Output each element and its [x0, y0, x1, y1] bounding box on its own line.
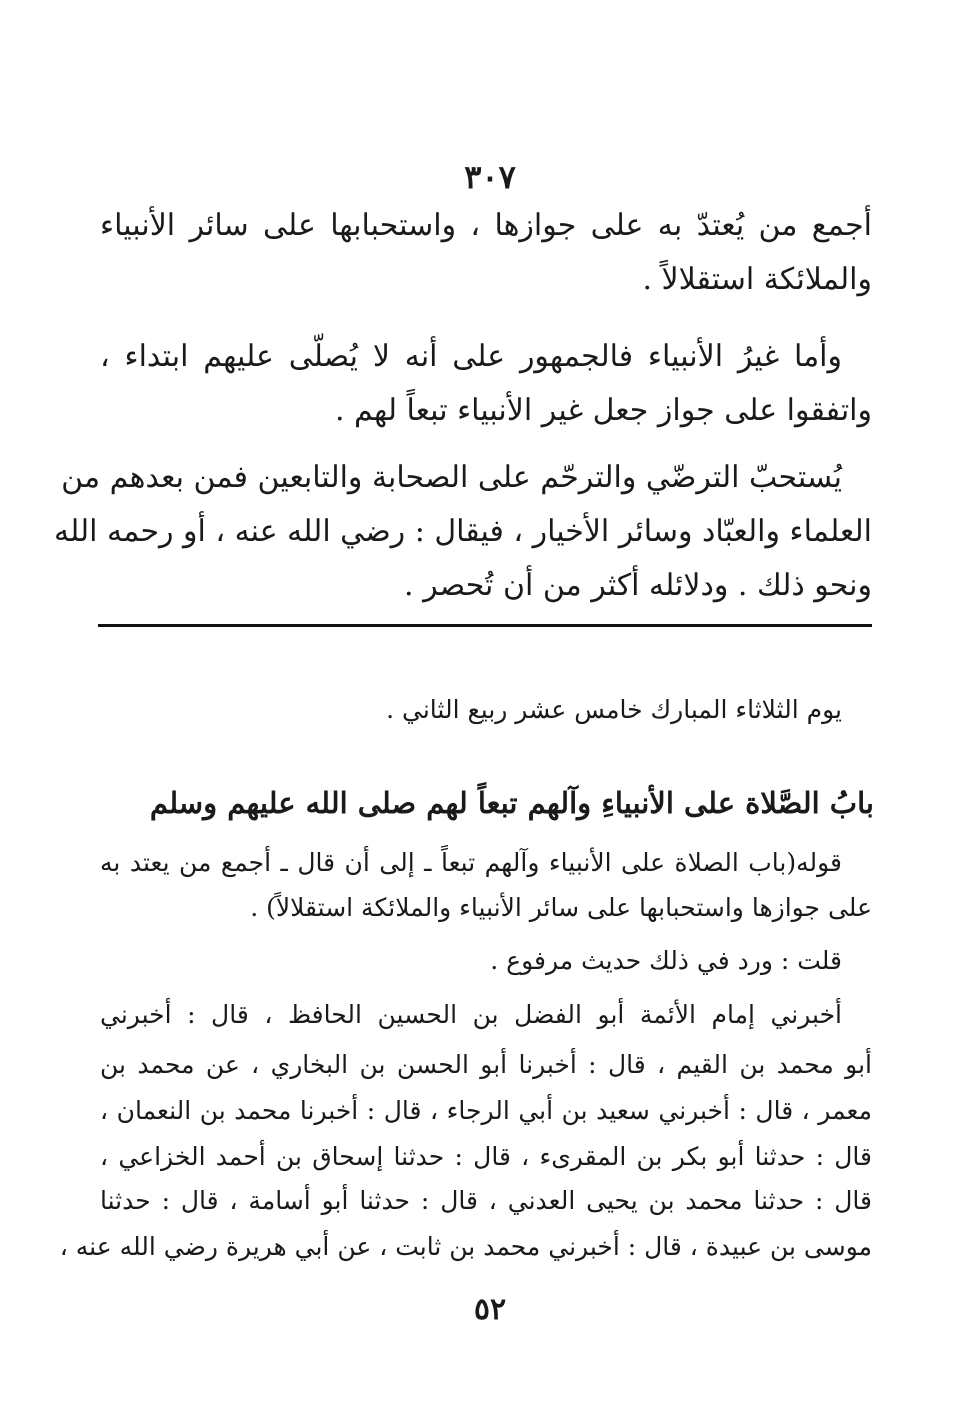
- text-line: العلماء والعبّاد وسائر الأخيار ، فيقال : رضي الله عنه ، أو رحمه الله: [53, 514, 872, 549]
- text-line: قلت : ورد في ذلك حديث مرفوع .: [490, 946, 842, 975]
- text-line: على جوازها واستحبابها على سائر الأنبياء والملائكة استقلالاً) .: [250, 893, 872, 922]
- text-line: معمر ، قال : أخبرني سعيد بن أبي الرجاء ، قال : أخبرنا محمد بن النعمان ،: [100, 1096, 872, 1125]
- date-line: يوم الثلاثاء المبارك خامس عشر ربيع الثاني .: [386, 695, 842, 724]
- bottom-page-number: ٥٢: [473, 1292, 507, 1327]
- text-line: وأما غيرُ الأنبياء فالجمهور على أنه لا يُصلّى عليهم ابتداء ،: [100, 339, 842, 374]
- text-line: أجمع من يُعتدّ به على جوازها ، واستحبابها على سائر الأنبياء: [100, 208, 872, 243]
- text-line: أبو محمد بن القيم ، قال : أخبرنا أبو الحسن بن البخاري ، عن محمد بن: [100, 1050, 872, 1079]
- separator-rule: [98, 624, 872, 627]
- text-line: والملائكة استقلالاً .: [642, 262, 872, 297]
- top-page-number: ٣٠٧: [464, 158, 516, 196]
- text-line: واتفقوا على جواز جعل غير الأنبياء تبعاً لهم .: [334, 393, 872, 428]
- text-line: موسى بن عبيدة ، قال : أخبرني محمد بن ثابت ، عن أبي هريرة رضي الله عنه ،: [59, 1232, 872, 1261]
- text-line: قوله(باب الصلاة على الأنبياء وآلهم تبعاً ـ إلى أن قال ـ أجمع من يعتد به: [100, 848, 842, 877]
- text-line: أخبرني إمام الأئمة أبو الفضل بن الحسين الحافظ ، قال : أخبرني: [100, 1000, 842, 1029]
- text-line: قال : حدثنا أبو بكر بن المقرىء ، قال : حدثنا إسحاق بن أحمد الخزاعي ،: [100, 1142, 872, 1171]
- text-line: قال : حدثنا محمد بن يحيى العدني ، قال : حدثنا أبو أسامة ، قال : حدثنا: [100, 1186, 872, 1215]
- text-line: يُستحبّ الترضّي والترحّم على الصحابة والتابعين فمن بعدهم من: [61, 460, 842, 495]
- text-line: ونحو ذلك . ودلائله أكثر من أن تُحصر .: [404, 568, 872, 603]
- chapter-heading: بابُ الصَّلاة على الأنبياءِ وآلهم تبعاً لهم صلى الله عليهم وسلم: [149, 786, 874, 820]
